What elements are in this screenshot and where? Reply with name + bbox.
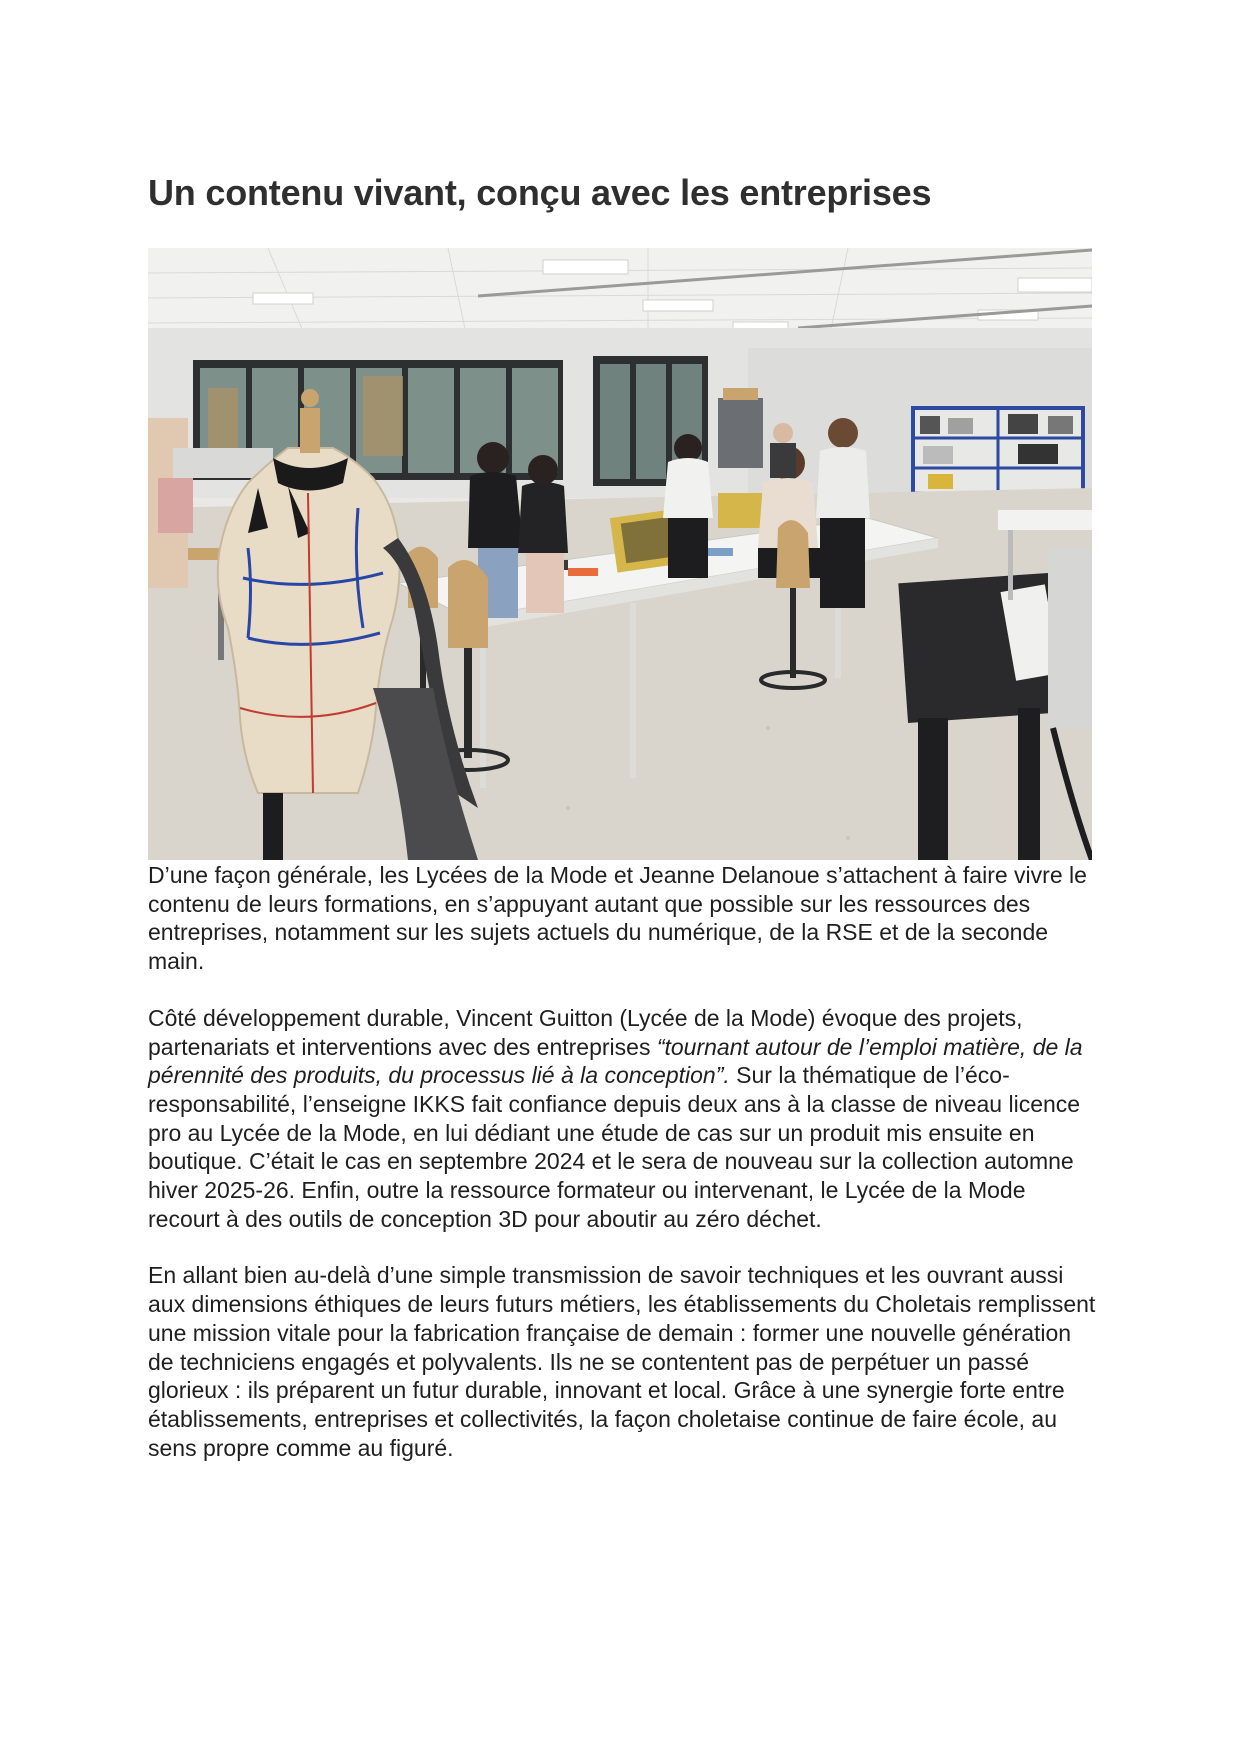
paragraph-conclusion: En allant bien au-delà d’une simple transmission de savoir techniques et les ouvrant aussi aux dimensions éthiques de leurs futurs métiers, les établissements du Choletais remplissent une mission vitale pour la fabrication française de demain : former une nouvelle génération de techniciens engagés et polyvalents. Ils ne se contentent pas de perpétuer un passé glorieux : ils préparent un futur durable, innovant et local. Grâce à une synergie forte entre établissements, entreprises et collectivités, la façon choletaise continue de faire école, au sens propre comme au figuré. bbox=[148, 1262, 1096, 1461]
paragraph-development-lead: Côté développement durable, Vincent Guitton (Lycée de la Mode) évoque des projets, partenariats et interventions avec des entreprises bbox=[148, 1004, 1023, 1060]
workshop-photo bbox=[148, 248, 1092, 860]
paragraph-intro: D’une façon générale, les Lycées de la Mode et Jeanne Delanoue s’attachent à faire vivre le contenu de leurs formations, en s’appuyant autant que possible sur les ressources des entreprises, notamment sur les sujets actuels du numérique, de la RSE et de la seconde main. bbox=[148, 862, 1087, 975]
page-title: Un contenu vivant, conçu avec les entreprises bbox=[148, 172, 932, 213]
article-body bbox=[148, 861, 1098, 1490]
paragraph-development bbox=[148, 1004, 1098, 1234]
quote-guitton: “tournant autour de l’emploi matière, de la pérennité des produits, du processus lié à la conception”. bbox=[148, 1033, 1083, 1089]
paragraph-development-rest: Sur la thématique de l’éco-responsabilité, l’enseigne IKKS fait confiance depuis deux ans à la classe de niveau licence pro au Lycée de la Mode, en lui dédiant une étude de cas sur un produit mis ensuite en boutique. C’était le cas en septembre 2024 et le sera de nouveau sur la collection automne hiver 2025-26. Enfin, outre la ressource formateur ou intervenant, le Lycée de la Mode recourt à des outils de conception 3D pour aboutir au zéro déchet. bbox=[148, 1062, 1081, 1232]
